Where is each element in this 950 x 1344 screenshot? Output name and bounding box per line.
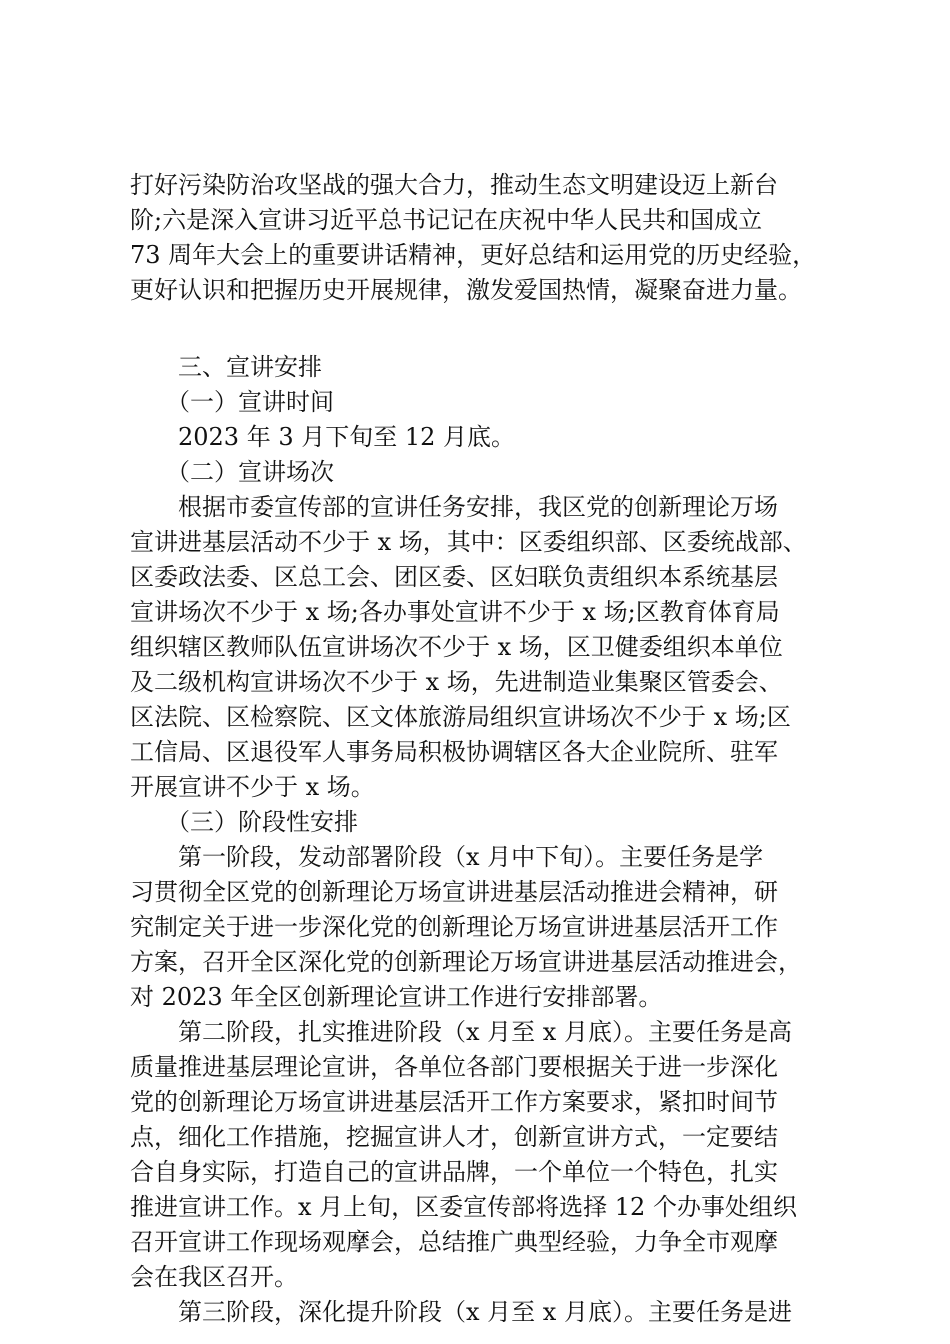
stage3-paragraph: [130, 1295, 830, 1330]
schedule-text: 2023 年 3 月下旬至 12 月底。: [178, 423, 516, 451]
subsection-heading: （一）宣讲时间: [166, 388, 334, 416]
text-line: 第一阶段，发动部署阶段（x 月中下旬）。主要任务是学: [178, 843, 764, 871]
text-line: 第二阶段，扎实推进阶段（x 月至 x 月底）。主要任务是高: [178, 1018, 792, 1046]
text-line: 组织辖区教师队伍宣讲场次不少于 x 场，区卫健委组织本单位: [130, 633, 783, 661]
subsection-heading: （三）阶段性安排: [166, 808, 358, 836]
text-line: 对 2023 年全区创新理论宣讲工作进行安排部署。: [130, 983, 663, 1011]
text-line: 区委政法委、区总工会、团区委、区妇联负责组织本系统基层: [130, 563, 778, 591]
text-line: 党的创新理论万场宣讲进基层活开工作方案要求，紧扣时间节: [130, 1088, 778, 1116]
text-line: 点，细化工作措施，挖掘宣讲人才，创新宣讲方式，一定要结: [130, 1123, 778, 1151]
stage1-paragraph: [130, 840, 830, 1015]
text-line: 及二级机构宣讲场次不少于 x 场，先进制造业集聚区管委会、: [130, 668, 783, 696]
text-line: 阶;六是深入宣讲习近平总书记记在庆祝中华人民共和国成立: [130, 206, 763, 234]
text-line: 第三阶段，深化提升阶段（x 月至 x 月底）。主要任务是进: [178, 1298, 792, 1326]
text-line: 打好污染防治攻坚战的强大合力，推动生态文明建设迈上新台: [130, 171, 778, 199]
text-line: 区法院、区检察院、区文体旅游局组织宣讲场次不少于 x 场;区: [130, 703, 791, 731]
text-line: 方案，召开全区深化党的创新理论万场宣讲进基层活动推进会，: [130, 948, 802, 976]
stage2-paragraph: [130, 1015, 830, 1295]
section-heading: 三、宣讲安排: [178, 353, 322, 381]
text-line: 质量推进基层理论宣讲，各单位各部门要根据关于进一步深化: [130, 1053, 778, 1081]
text-line: 工信局、区退役军人事务局积极协调辖区各大企业院所、驻军: [130, 738, 778, 766]
text-line: 习贯彻全区党的创新理论万场宣讲进基层活动推进会精神，研: [130, 878, 778, 906]
text-line: 根据市委宣传部的宣讲任务安排，我区党的创新理论万场: [178, 493, 778, 521]
text-line: 究制定关于进一步深化党的创新理论万场宣讲进基层活开工作: [130, 913, 778, 941]
intro-paragraph: [130, 168, 830, 308]
text-line: 宣讲场次不少于 x 场;各办事处宣讲不少于 x 场;区教育体育局: [130, 598, 780, 626]
text-line: 73 周年大会上的重要讲话精神，更好总结和运用党的历史经验，: [130, 241, 817, 269]
text-line: 宣讲进基层活动不少于 x 场，其中：区委组织部、区委统战部、: [130, 528, 807, 556]
text-line: 会在我区召开。: [130, 1263, 298, 1291]
subsection-heading: （二）宣讲场次: [166, 458, 334, 486]
paragraph-gap: [130, 308, 830, 350]
text-line: 召开宣讲工作现场观摩会，总结推广典型经验，力争全市观摩: [130, 1228, 778, 1256]
text-line: 推进宣讲工作。x 月上旬，区委宣传部将选择 12 个办事处组织: [130, 1193, 797, 1221]
document-body: [130, 168, 830, 1330]
sessions-paragraph: [130, 490, 830, 805]
text-line: 合自身实际，打造自己的宣讲品牌，一个单位一个特色，扎实: [130, 1158, 778, 1186]
text-line: 开展宣讲不少于 x 场。: [130, 773, 375, 801]
text-line: 更好认识和把握历史开展规律，激发爱国热情，凝聚奋进力量。: [130, 276, 802, 304]
